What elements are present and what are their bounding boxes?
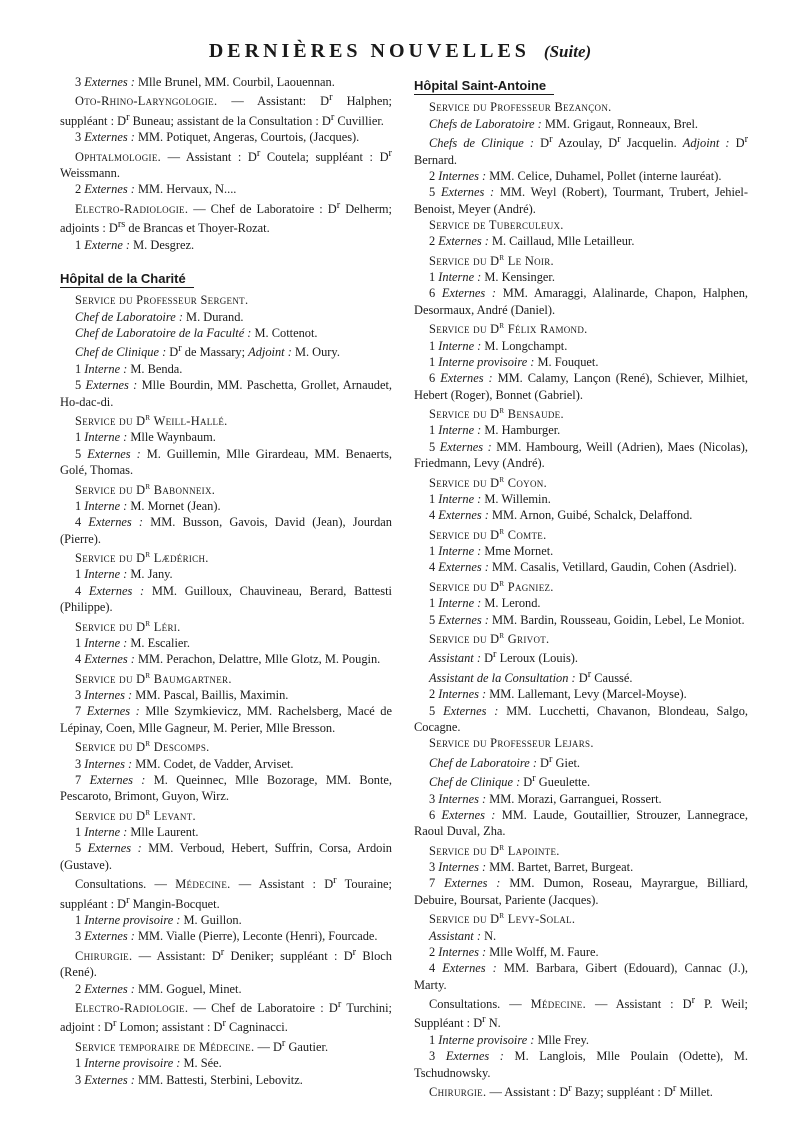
roster-entry: 2 Internes : Mlle Wolff, M. Faure. <box>429 944 599 959</box>
roster-entry: Service temporaire de Médecine. — $D^r$ Gautier. <box>75 1037 329 1054</box>
roster-entry: 1 Interne : M. Lerond. <box>429 596 541 611</box>
roster-entry: 7 Externes : Mlle Szymkievicz, MM. Rachelsberg, Macé de Lépinay, Coen, Mlle Gagneur, M. Perier, Mlle Bresson. <box>60 704 393 735</box>
roster-entry: 7 Externes : M. Queinnec, Mlle Bozorage, MM. Bonte, Pescaroto, Brimont, Guyon, Wirz. <box>60 772 393 804</box>
roster-entry: 1 Interne provisoire : M. Sée. <box>75 1056 222 1071</box>
roster-entry: 1 Interne : M. Longchampt. <box>429 338 568 353</box>
page-title: DERNIÈRES NOUVELLES <box>208 40 530 62</box>
roster-entry: 1 Interne : M. Hamburger. <box>429 423 561 438</box>
roster-entry: Chefs de Laboratoire : MM. Grigaut, Ronneaux, Brel. <box>429 116 699 131</box>
roster-entry: 3 Externes : M. Langlois, Mlle Poulain (Odette), M. Tschudnowsky. <box>414 1049 749 1080</box>
roster-entry: Chef de Laboratoire : M. Durand. <box>75 309 244 324</box>
roster-entry: Assistant : N. <box>429 928 497 943</box>
roster-entry: Chirurgie. — Assistant: $D^r$ Deniker; suppléant : $D^r$ Bloch (René). <box>60 946 393 980</box>
roster-entry: Chef de Clinique : $D^r$ Gueulette. <box>429 773 591 790</box>
roster-entry: Service du $D^r$ Pagniez. <box>429 577 554 594</box>
page-title-suite: (Suite) <box>543 42 592 61</box>
roster-entry: 6 Externes : MM. Laude, Goutaillier, Strouzer, Lannegrace, Raoul Duval, Zha. <box>414 807 748 839</box>
roster-entry: Assistant de la Consultation : $D^r$ Caussé. <box>429 668 633 685</box>
roster-entry: 1 Interne : M. Jany. <box>75 567 173 582</box>
roster-entry: Service du Professeur Lejars. <box>429 736 594 751</box>
roster-entry: Service du $D^r$ Léri. <box>75 617 181 634</box>
roster-entry: 5 Externes : MM. Weyl (Robert), Tourmant, Trubert, Jehiel-Benoist, Meyer (André). <box>414 185 748 216</box>
roster-entry: 3 Externes : MM. Vialle (Pierre), Leconte (Henri), Fourcade. <box>75 929 378 944</box>
hospital-heading: Hôpital Saint-Antoine <box>414 78 554 95</box>
roster-entry: 4 Externes : MM. Arnon, Guibé, Schalck, Delaffond. <box>429 508 693 523</box>
roster-entry: 6 Externes : MM. Calamy, Lançon (René), Schiever, Milhiet, Hebert (Roger), Bonnet (Gabriel). <box>414 371 749 402</box>
roster-entry: 2 Internes : MM. Lallemant, Levy (Marcel-Moyse). <box>429 687 687 702</box>
roster-entry: 4 Externes : MM. Busson, Gavois, David (Jean), Jourdan (Pierre). <box>60 515 392 546</box>
roster-entry: 1 Interne : M. Willemin. <box>429 491 551 506</box>
roster-entry: Oto-Rhino-Laryngologie. — Assistant: $D^r$ Halphen; suppléant : $D^r$ Buneau; assistant de la Consultation : $D^r$ Cuvillier. <box>60 92 392 128</box>
roster-entry: 1 Interne : M. Kensinger. <box>429 270 555 285</box>
roster-entry: 4 Externes : MM. Casalis, Vetillard, Gaudin, Cohen (Asdriel). <box>429 560 737 575</box>
roster-entry: Service du Professeur Sergent. <box>75 293 249 308</box>
roster-entry: Service du $D^r$ Weill-Hallé. <box>75 411 228 429</box>
roster-entry: Service du $D^r$ Descomps. <box>75 738 210 755</box>
roster-entry: Assistant : $D^r$ Leroux (Louis). <box>429 649 579 666</box>
roster-entry: Chefs de Clinique : $D^r$ Azoulay, $D^r$ Jacquelin. Adjoint : $D^r$ Bernard. <box>414 134 749 167</box>
roster-entry: Service du Professeur Bezançon. <box>429 100 612 115</box>
roster-entry: 3 Internes : MM. Bartet, Barret, Burgeat. <box>429 860 634 875</box>
roster-entry: Service du $D^r$ Lapointe. <box>429 841 560 858</box>
left-column <box>60 74 392 1088</box>
roster-entry: 3 Internes : MM. Morazi, Garranguei, Rossert. <box>429 791 662 806</box>
roster-entry: 4 Externes : MM. Barbara, Gibert (Edouard), Cannac (J.), Marty. <box>414 961 749 992</box>
roster-entry: Service du $D^r$ Grivot. <box>429 629 550 646</box>
roster-entry: 1 Interne : M. Escalier. <box>75 635 190 650</box>
roster-entry: 5 Externes : M. Guillemin, Mlle Girardeau, MM. Benaerts, Golé, Thomas. <box>60 446 393 478</box>
roster-entry: 1 Interne provisoire : M. Fouquet. <box>429 354 599 369</box>
roster-entry: 2 Externes : MM. Goguel, Minet. <box>75 981 242 996</box>
roster-entry: 1 Interne : Mlle Laurent. <box>75 825 199 840</box>
roster-entry: 5 Externes : MM. Lucchetti, Chavanon, Blondeau, Salgo, Cocagne. <box>414 703 748 734</box>
roster-entry: 2 Externes : M. Caillaud, Mlle Letailleur. <box>429 234 635 249</box>
roster-entry: Chirurgie. — Assistant : $D^r$ Bazy; suppléant : $D^r$ Millet. <box>429 1082 713 1100</box>
roster-entry: 3 Internes : MM. Codet, de Vadder, Arviset. <box>75 756 294 771</box>
roster-entry: Service du $D^r$ Babonneix. <box>75 480 216 497</box>
roster-entry: 3 Externes : MM. Potiquet, Angeras, Courtois, (Jacques). <box>75 130 360 145</box>
page-header <box>0 40 800 63</box>
roster-entry: Consultations. — Médecine. — Assistant : $D^r$ Touraine; suppléant : $D^r$ Mangin-Bocquet. <box>60 875 392 911</box>
roster-entry: Service du $D^r$ Le Noir. <box>429 251 554 268</box>
roster-entry: Service du $D^r$ Levy-Solal. <box>429 910 576 927</box>
roster-entry: 1 Externe : M. Desgrez. <box>75 237 195 252</box>
roster-entry: 5 Externes : Mlle Bourdin, MM. Paschetta, Grollet, Arnaudet, Ho-dac-di. <box>60 378 393 409</box>
roster-entry: Service de Tuberculeux. <box>429 217 564 232</box>
roster-entry: Service du $D^r$ Levant. <box>75 806 196 823</box>
roster-entry: Chef de Clinique : $D^r$ de Massary; Adjoint : M. Oury. <box>75 343 340 360</box>
roster-entry: 3 Internes : MM. Pascal, Baillis, Maximin. <box>75 688 289 703</box>
hospital-heading: Hôpital de la Charité <box>60 271 194 288</box>
roster-entry: 1 Interne : M. Benda. <box>75 361 183 376</box>
right-column <box>414 74 748 1100</box>
roster-entry: Service du $D^r$ Félix Ramond. <box>429 320 588 337</box>
roster-entry: Ophtalmologie. — Assistant : $D^r$ Coutela; suppléant : $D^r$ Weissmann. <box>60 147 392 181</box>
roster-entry: 4 Externes : MM. Perachon, Delattre, Mlle Glotz, M. Pougin. <box>75 652 381 667</box>
roster-entry: Service du $D^r$ Coyon. <box>429 473 547 490</box>
roster-entry: 7 Externes : MM. Dumon, Roseau, Mayrargue, Billiard, Debuire, Boursat, Pariente (Jacques). <box>414 876 748 907</box>
roster-entry: 5 Externes : MM. Hambourg, Weill (Adrien), Maes (Nicolas), Friedmann, Levy (André). <box>414 439 749 471</box>
roster-entry: 5 Externes : MM. Verboud, Hebert, Suffrin, Corsa, Ardoin (Gustave). <box>60 841 392 872</box>
roster-entry: 3 Externes : Mlle Brunel, MM. Courbil, Laouennan. <box>75 75 335 89</box>
roster-entry: 3 Externes : MM. Battesti, Sterbini, Lebovitz. <box>75 1072 303 1087</box>
roster-entry: Service du $D^r$ Bensaude. <box>429 404 564 422</box>
roster-entry: 1 Interne : Mme Mornet. <box>429 544 554 559</box>
roster-entry: 1 Interne provisoire : Mlle Frey. <box>429 1032 590 1047</box>
roster-entry: 5 Externes : MM. Bardin, Rousseau, Goidin, Lebel, Le Moniot. <box>429 612 745 627</box>
roster-entry: Service du $D^r$ Baumgartner. <box>75 669 232 686</box>
roster-entry: 1 Interne : Mlle Waynbaum. <box>75 430 216 445</box>
roster-entry: Chef de Laboratoire : $D^r$ Giet. <box>429 753 580 770</box>
roster-entry: Electro-Radiologie. — Chef de Laboratoire : $D^r$ Delherm; adjoints : $D^{rs}$ de Brancas et Thoyer-Rozat. <box>60 199 392 236</box>
roster-entry: 4 Externes : MM. Guilloux, Chauvineau, Berard, Battesti (Philippe). <box>60 583 392 615</box>
roster-entry: 1 Interne : M. Mornet (Jean). <box>75 498 221 513</box>
roster-entry: Electro-Radiologie. — Chef de Laboratoire : $D^r$ Turchini; adjoint : $D^r$ Lomon; assistant : $D^r$ Cagninacci. <box>60 998 392 1035</box>
roster-entry: Consultations. — Médecine. — Assistant : $D^r$ P. Weil; Suppléant : $D^r$ N. <box>414 994 748 1031</box>
roster-entry: 6 Externes : MM. Amaraggi, Alalinarde, Chapon, Halphen, Desormaux, André (Daniel). <box>414 286 749 317</box>
roster-entry: Chef de Laboratoire de la Faculté : M. Cottenot. <box>75 326 318 341</box>
roster-entry: 2 Internes : MM. Celice, Duhamel, Pollet (interne lauréat). <box>429 168 722 183</box>
roster-entry: 2 Externes : MM. Hervaux, N.... <box>75 182 237 197</box>
roster-entry: 1 Interne provisoire : M. Guillon. <box>75 913 242 928</box>
roster-entry: Service du $D^r$ Lædérich. <box>75 548 209 566</box>
roster-entry: Service du $D^r$ Comte. <box>429 525 547 542</box>
